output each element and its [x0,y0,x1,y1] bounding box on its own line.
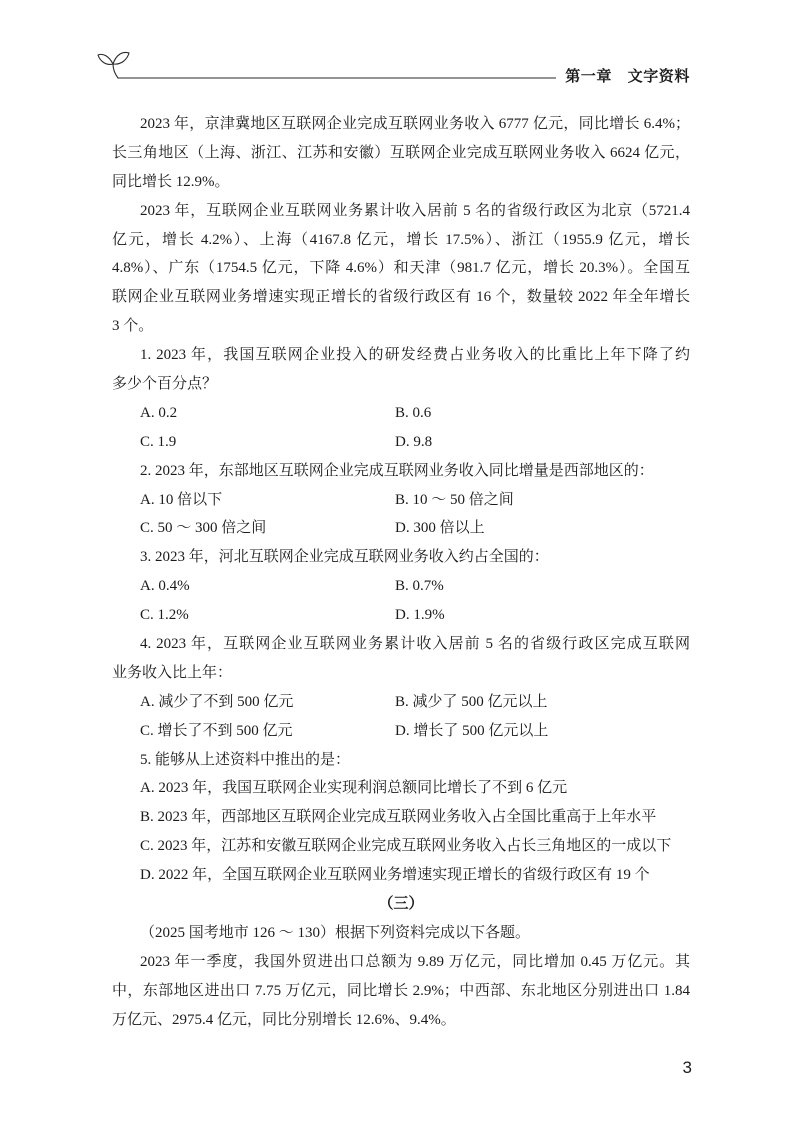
question-stem-line: 4. 2023 年，互联网企业互联网业务累计收入居前 5 名的省级行政区完成互联网 [140,636,690,653]
option-a: A. 0.4% [140,578,190,595]
question-4 [112,630,690,746]
source-note: （2025 国考地市 126 ～ 130）根据下列资料完成以下各题。 [140,924,531,941]
option-a: A. 减少了不到 500 亿元 [140,693,294,710]
option-d: D. 1.9% [395,607,445,624]
option-row [112,486,690,515]
running-header-ornament [96,46,566,86]
section-heading: （三） [378,896,424,913]
option-c: C. 50 ～ 300 倍之间 [140,520,267,537]
paragraph-line: 3 个。 [112,318,154,335]
option-row [112,688,690,717]
question-stem-line: 业务收入比上年： [112,664,233,681]
option-c: C. 增长了不到 500 亿元 [140,722,293,739]
option-b: B. 0.6 [395,404,432,421]
paragraph-line: 4.8%）、广东（1754.5 亿元，下降 4.6%）和天津（981.7 亿元，增长 20.3%）。全国互 [112,260,690,277]
page-body [112,110,690,1035]
chapter-title: 第一章 文字资料 [565,67,690,85]
option-a: A. 10 倍以下 [140,491,223,508]
question-stem-line: 5. 能够从上述资料中推出的是： [140,751,351,768]
option-b: B. 10 ～ 50 倍之间 [395,491,514,508]
question-stem-line: 2. 2023 年，东部地区互联网企业完成互联网业务收入同比增量是西部地区的： [140,462,654,479]
option-b: B. 0.7% [395,578,444,595]
sprout-icon [98,52,129,78]
option-d: D. 300 倍以上 [395,520,485,537]
option-row [112,717,690,746]
material-paragraph-2 [112,197,690,341]
option-d: D. 2022 年，全国互联网企业互联网业务增速实现正增长的省级行政区有 19 个 [140,867,650,884]
question-3 [112,543,690,630]
section-3 [112,890,690,1034]
option-row [112,514,690,543]
question-5 [112,746,690,890]
option-d: D. 9.8 [395,433,433,450]
paragraph-line: 2023 年，京津冀地区互联网企业完成互联网业务收入 6777 亿元，同比增长 6.4%； [140,116,690,132]
paragraph-line: 2023 年一季度，我国外贸进出口总额为 9.89 万亿元，同比增加 0.45 万亿元。其 [140,953,690,970]
option-row [112,428,690,457]
option-b: B. 2023 年，西部地区互联网企业完成互联网业务收入占全国比重高于上年水平 [140,809,657,826]
question-2 [112,457,690,544]
question-stem-line: 1. 2023 年，我国互联网企业投入的研发经费占业务收入的比重比上年下降了约 [140,347,690,364]
question-stem-line: 3. 2023 年，河北互联网企业完成互联网业务收入约占全国的： [140,549,549,566]
paragraph-line: 万亿元、2975.4 亿元，同比分别增长 12.6%、9.4%。 [112,1011,456,1028]
paragraph-line: 同比增长 12.9%。 [112,173,230,190]
material-paragraph-1 [112,110,690,197]
option-d: D. 增长了 500 亿元以上 [395,722,549,739]
paragraph-line: 长三角地区（上海、浙江、江苏和安徽）互联网企业完成互联网业务收入 6624 亿元， [112,144,690,161]
option-c: C. 1.2% [140,607,189,624]
option-row [112,399,690,428]
question-1 [112,341,690,457]
question-stem-line: 多少个百分点？ [112,376,218,393]
paragraph-line: 联网企业互联网业务增速实现正增长的省级行政区有 16 个，数量较 2022 年全年增长 [112,289,690,306]
paragraph-line: 亿元，增长 4.2%）、上海（4167.8 亿元，增长 17.5%）、浙江（1955.9 亿元，增长 [112,231,690,248]
page-number: 3 [682,1058,692,1077]
option-row [112,601,690,630]
option-b: B. 减少了 500 亿元以上 [395,693,548,710]
option-a: A. 2023 年，我国互联网企业实现利润总额同比增长了不到 6 亿元 [140,780,568,797]
paragraph-line: 2023 年，互联网企业互联网业务累计收入居前 5 名的省级行政区为北京（5721.4 [140,202,690,219]
option-c: C. 2023 年，江苏和安徽互联网企业完成互联网业务收入占长三角地区的一成以下 [140,838,672,855]
option-c: C. 1.9 [140,433,177,450]
option-a: A. 0.2 [140,404,178,421]
option-row [112,572,690,601]
paragraph-line: 中，东部地区进出口 7.75 万亿元，同比增长 2.9%；中西部、东北地区分别进出口 1.84 [112,982,690,999]
